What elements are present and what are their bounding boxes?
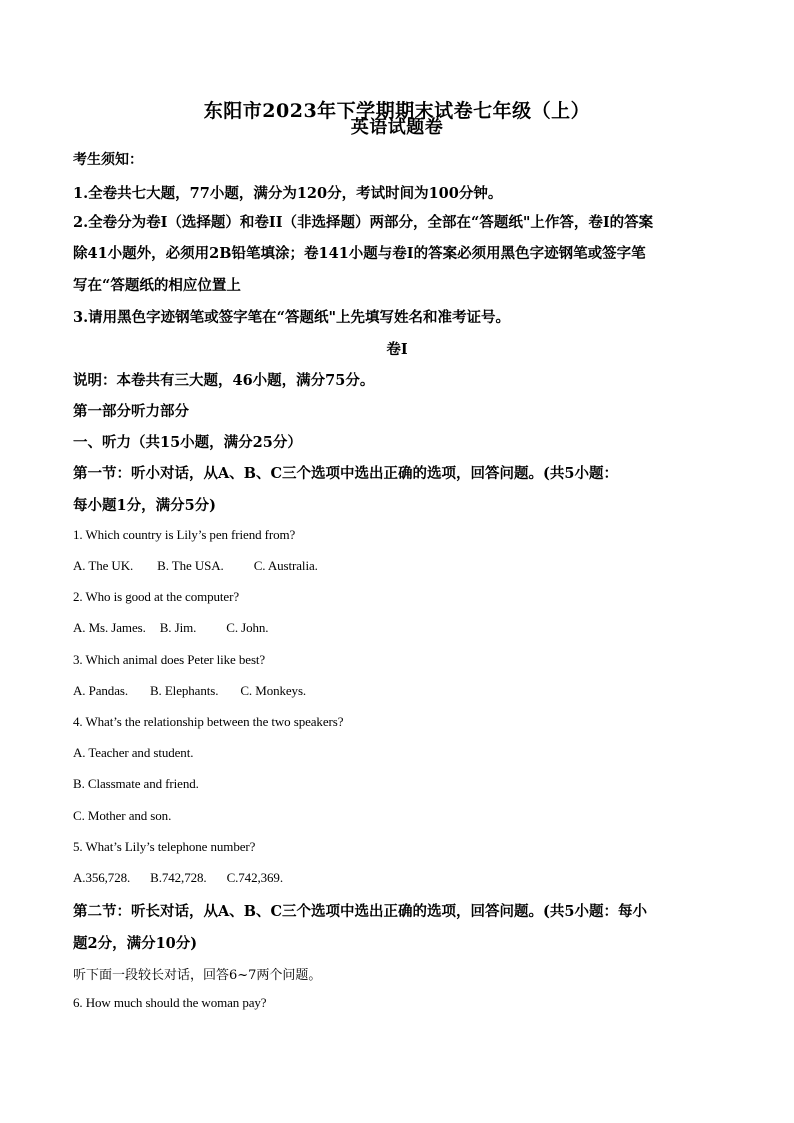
notice-item-2-cont: 除41小题外，必须用2B铅笔填涂；卷141小题与卷I的答案必须用黑色字迹钢笔或签字笔 [73,245,646,262]
notice-item-1: 1.全卷共七大题，77小题，满分为120分，考试时间为100分钟。 [73,185,503,202]
option-b: B. The USA. [157,558,224,573]
exam-subtitle: 英语试题卷 [350,117,444,138]
notice-label: 考生须知： [73,152,143,168]
option-a: A. Ms. James. [73,620,146,635]
question-2-options [73,620,733,636]
question-3-options [73,683,733,699]
question-4-option-a: A. Teacher and student. [73,745,194,760]
part1-title: 第一部分听力部分 [73,403,189,420]
question-5: 5. What’s Lily’s telephone number? [73,839,256,854]
question-5-options [73,870,733,886]
question-6: 6. How much should the woman pay? [73,995,267,1010]
question-1-options [73,558,733,574]
option-a: A.356,728. [73,870,131,885]
option-c: C. Monkeys. [240,683,307,698]
option-c: C. Australia. [253,558,318,573]
question-4-option-c: C. Mother and son. [73,808,172,823]
section2-instruction-cont: 题2分，满分10分) [73,935,198,952]
option-b: B. Elephants. [149,683,219,698]
volume-note: 说明：本卷共有三大题，46小题，满分75分。 [73,372,375,389]
section2-instruction: 第二节：听长对话，从A、B、C三个选项中选出正确的选项，回答问题。(共5小题：每小 [73,903,647,920]
section1-instruction: 第一节：听小对话，从A、B、C三个选项中选出正确的选项，回答问题。(共5小题： [73,465,618,482]
option-c: C. John. [226,620,269,635]
volume-label: 卷I [386,341,408,358]
notice-item-2-cont2: 写在“答题纸的相应位置上 [73,277,241,294]
question-4: 4. What’s the relationship between the two speakers? [73,714,344,729]
option-a: A. Pandas. [73,683,128,698]
question-2: 2. Who is good at the computer? [73,589,239,604]
notice-item-2: 2.全卷分为卷I（选择题）和卷II（非选择题）两部分，全部在“答题纸"上作答，卷I的答案 [73,214,654,231]
question-4-option-b: B. Classmate and friend. [73,776,199,791]
option-b: B. Jim. [159,620,197,635]
option-b: B.742,728. [150,870,207,885]
notice-item-3: 3.请用黑色字迹钢笔或签字笔在“答题纸"上先填写姓名和准考证号。 [73,309,511,326]
question-1: 1. Which country is Lily’s pen friend from? [73,527,296,542]
section1-instruction-cont: 每小题1分，满分5分) [73,497,217,514]
dialogue-instruction: 听下面一段较长对话，回答6~7两个问题。 [73,968,322,983]
exam-title: 东阳市2023年下学期期末试卷七年级（上） [203,100,591,122]
listening-heading: 一、听力（共15小题，满分25分） [73,434,302,451]
option-a: A. The UK. [73,558,134,573]
question-3: 3. Which animal does Peter like best? [73,652,266,667]
option-c: C.742,369. [226,870,283,885]
